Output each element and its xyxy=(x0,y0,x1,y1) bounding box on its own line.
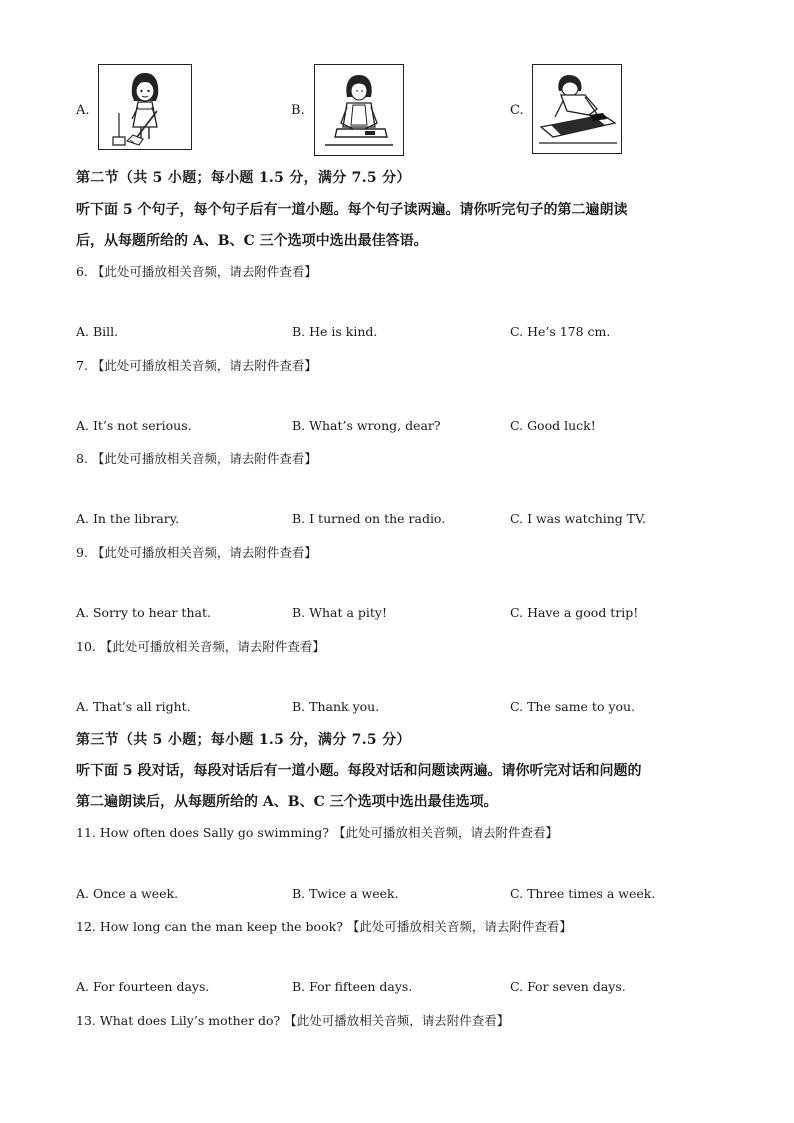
question-11-option-c[interactable]: C. Three times a week. xyxy=(510,886,656,901)
picture-option-b-label: B. xyxy=(291,103,305,118)
question-6-option-a[interactable]: A. Bill. xyxy=(76,324,119,339)
question-6-prompt: 6. 【此处可播放相关音频，请去附件查看】 xyxy=(76,264,317,279)
boy-ironing-clothes-picture xyxy=(532,64,622,154)
section-3-heading: 第三节（共 5 小题；每小题 1.5 分，满分 7.5 分） xyxy=(76,732,411,748)
girl-sweeping-icon xyxy=(99,65,191,149)
question-9-option-a[interactable]: A. Sorry to hear that. xyxy=(76,605,211,620)
question-7-option-b[interactable]: B. What’s wrong, dear? xyxy=(292,418,441,433)
question-13-prompt: 13. What does Lily’s mother do? 【此处可播放相关音频，请去附件查看】 xyxy=(76,1013,510,1028)
question-10-option-c[interactable]: C. The same to you. xyxy=(510,699,636,714)
section-2-heading: 第二节（共 5 小题；每小题 1.5 分，满分 7.5 分） xyxy=(76,170,411,186)
question-8-option-a[interactable]: A. In the library. xyxy=(76,511,180,526)
woman-cooking-icon xyxy=(315,65,403,155)
boy-ironing-icon xyxy=(533,65,621,153)
woman-cooking-picture xyxy=(314,64,404,156)
question-12-option-b[interactable]: B. For fifteen days. xyxy=(292,979,413,994)
section-3-instruction-line-2: 第二遍朗读后，从每题所给的 A、B、C 三个选项中选出最佳选项。 xyxy=(76,794,498,810)
question-8-prompt: 8. 【此处可播放相关音频，请去附件查看】 xyxy=(76,451,317,466)
picture-option-c-label: C. xyxy=(510,103,524,118)
question-9-option-c[interactable]: C. Have a good trip! xyxy=(510,605,639,620)
question-6-option-b[interactable]: B. He is kind. xyxy=(292,324,378,339)
question-8-option-b[interactable]: B. I turned on the radio. xyxy=(292,511,446,526)
question-12-option-c[interactable]: C. For seven days. xyxy=(510,979,626,994)
girl-sweeping-floor-picture xyxy=(98,64,192,150)
section-2-instruction-line-2: 后，从每题所给的 A、B、C 三个选项中选出最佳答语。 xyxy=(76,233,428,249)
question-7-option-a[interactable]: A. It’s not serious. xyxy=(76,418,192,433)
question-10-option-a[interactable]: A. That’s all right. xyxy=(76,699,191,714)
question-9-prompt: 9. 【此处可播放相关音频，请去附件查看】 xyxy=(76,545,317,560)
picture-option-a-label: A. xyxy=(76,103,90,118)
section-3-instruction-line-1: 听下面 5 段对话，每段对话后有一道小题。每段对话和问题读两遍。请你听完对话和问题的 xyxy=(76,763,642,779)
question-11-option-b[interactable]: B. Twice a week. xyxy=(292,886,399,901)
question-10-option-b[interactable]: B. Thank you. xyxy=(292,699,380,714)
section-2-instruction-line-1: 听下面 5 个句子，每个句子后有一道小题。每个句子读两遍。请你听完句子的第二遍朗读 xyxy=(76,202,628,218)
question-12-option-a[interactable]: A. For fourteen days. xyxy=(76,979,210,994)
question-11-prompt: 11. How often does Sally go swimming? 【此处可播放相关音频，请去附件查看】 xyxy=(76,825,558,840)
question-7-prompt: 7. 【此处可播放相关音频，请去附件查看】 xyxy=(76,358,317,373)
question-7-option-c[interactable]: C. Good luck! xyxy=(510,418,596,433)
question-12-prompt: 12. How long can the man keep the book? 【此处可播放相关音频，请去附件查看】 xyxy=(76,919,572,934)
question-8-option-c[interactable]: C. I was watching TV. xyxy=(510,511,646,526)
question-6-option-c[interactable]: C. He’s 178 cm. xyxy=(510,324,611,339)
question-11-option-a[interactable]: A. Once a week. xyxy=(76,886,179,901)
question-9-option-b[interactable]: B. What a pity! xyxy=(292,605,388,620)
question-10-prompt: 10. 【此处可播放相关音频，请去附件查看】 xyxy=(76,639,325,654)
